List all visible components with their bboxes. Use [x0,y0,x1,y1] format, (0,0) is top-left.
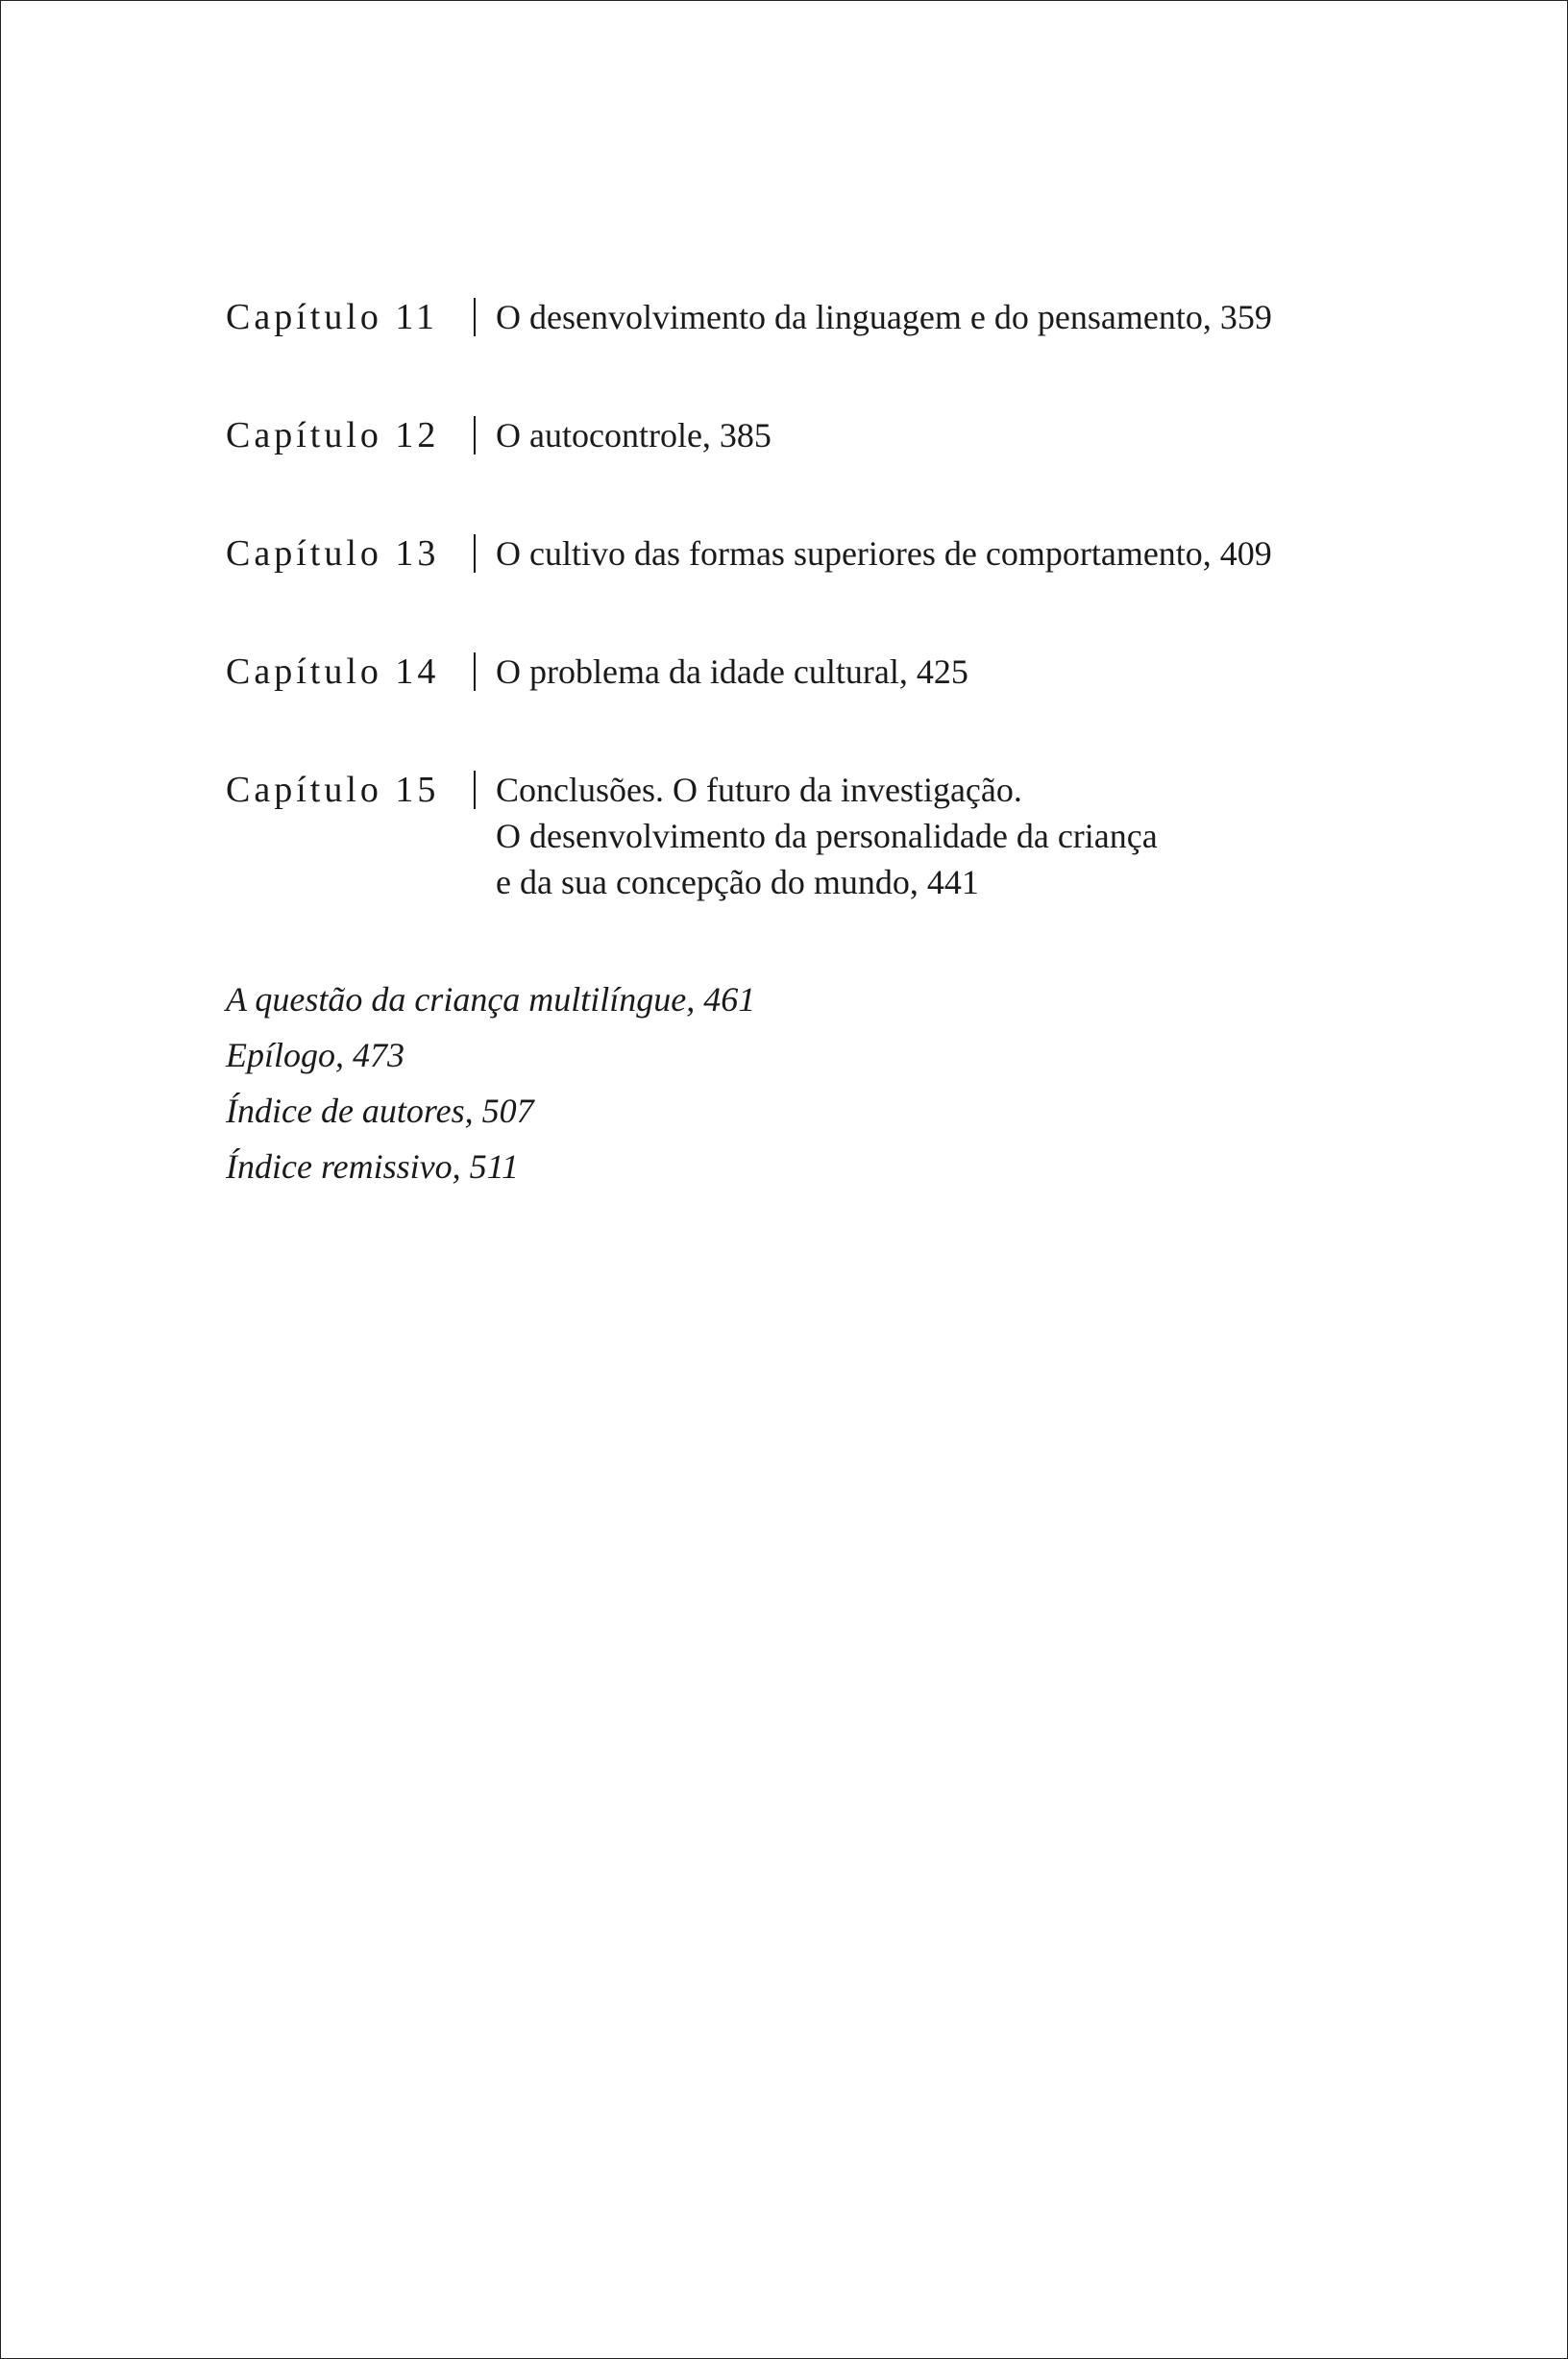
chapter-title [496,649,1457,695]
back-matter-list [226,971,1187,1194]
chapter-label: Capítulo 13 [226,533,440,574]
toc-entry-chapter-11 [226,294,1475,340]
chapter-title-line: O cultivo das formas superiores de comportamento, 409 [496,534,1272,573]
back-matter-entry: A questão da criança multilíngue, 461 [226,980,756,1019]
back-matter-entry: Índice de autores, 507 [226,1092,534,1130]
chapter-label: Capítulo 12 [226,415,440,455]
chapter-label: Capítulo 11 [226,297,438,337]
table-of-contents [226,294,1475,977]
chapter-title [496,294,1457,340]
back-matter-entry: Índice remissivo, 511 [226,1147,519,1186]
toc-entry-chapter-15 [226,767,1475,905]
toc-entry-chapter-14 [226,649,1475,695]
chapter-title-line: O problema da idade cultural, 425 [496,652,968,691]
back-matter-entry: Epílogo, 473 [226,1036,404,1074]
chapter-title [496,530,1457,577]
chapter-title-line: O autocontrole, 385 [496,416,772,455]
divider-rule [474,771,476,809]
toc-entry-chapter-12 [226,412,1475,458]
chapter-label: Capítulo 15 [226,770,440,810]
chapter-title-line: O desenvolvimento da linguagem e do pensamento, 359 [496,298,1272,336]
divider-rule [474,416,476,455]
chapter-title-line: Conclusões. O futuro da investigação. [496,771,1022,809]
chapter-title-line: e da sua concepção do mundo, 441 [496,863,979,901]
toc-entry-chapter-13 [226,530,1475,577]
chapter-title [496,412,1457,458]
divider-rule [474,298,476,336]
chapter-title-line: O desenvolvimento da personalidade da criança [496,817,1158,855]
chapter-title [496,767,1457,905]
chapter-label: Capítulo 14 [226,651,440,692]
divider-rule [474,652,476,691]
divider-rule [474,534,476,573]
